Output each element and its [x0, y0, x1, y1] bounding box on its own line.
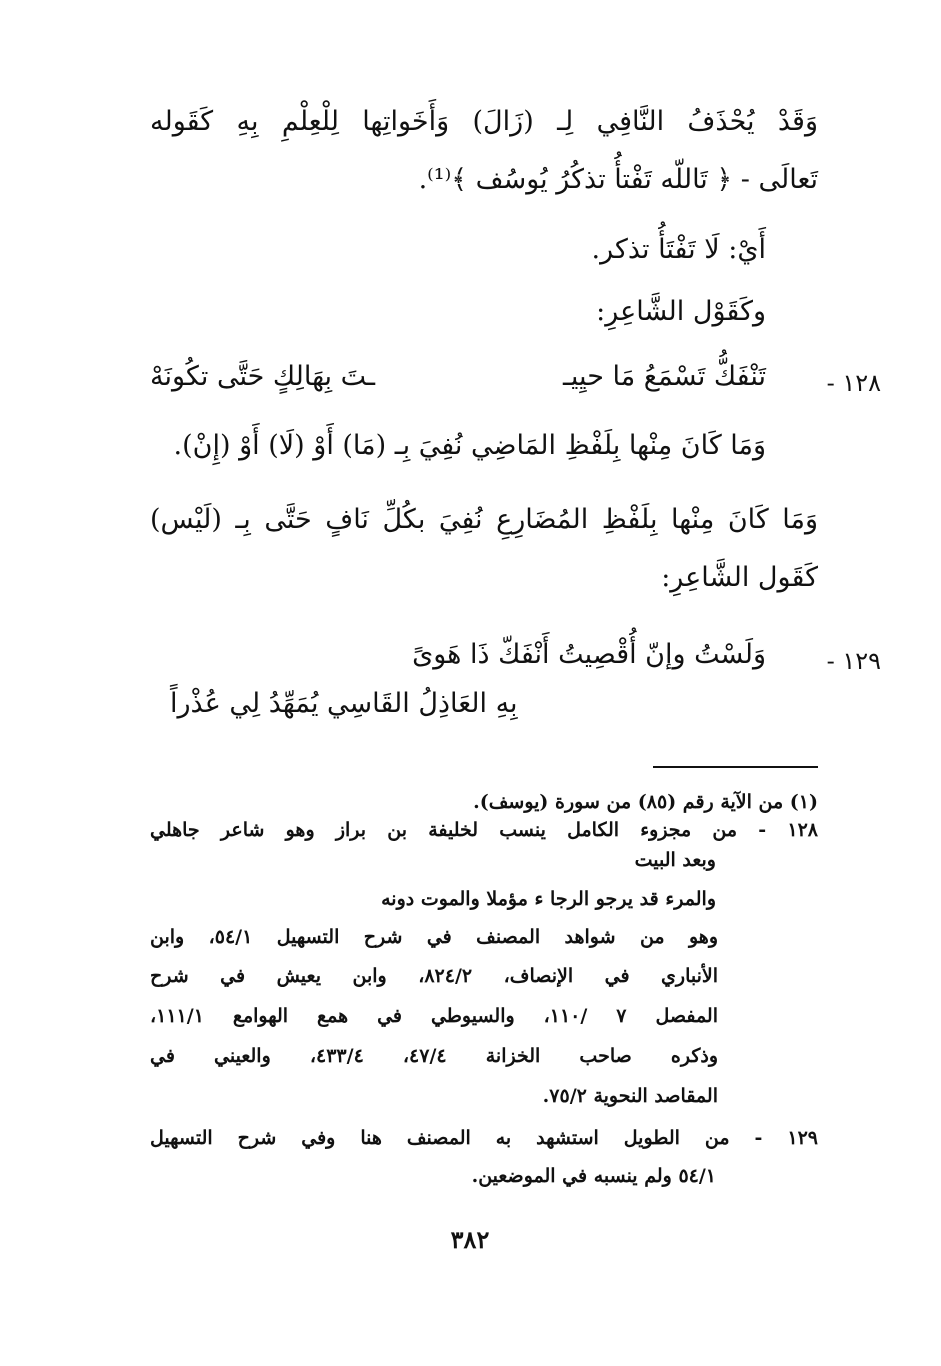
footnote-128-line3: وهو من شواهد المصنف في شرح التسهيل ٥٤/١، وابن — [150, 926, 718, 948]
verse-128-hemistich-left: ـتَ بِهَالِكٍ حَتَّى تكُونَهْ — [150, 361, 376, 392]
main-line-ay: أَيْ: لَا تَفْتَأُ تذكر. — [591, 234, 766, 265]
verse-128-hemistich-right: تَنْفَكُّ تَسْمَعُ مَا حيِيـ — [563, 361, 766, 392]
footnote-128-line4: الأنباري في الإنصاف، ٨٢٤/٢، وابن يعيش في شرح — [150, 965, 718, 987]
footnote-128-verse: والمرء قد يرجو الرجا ء مؤملا والموت دونه — [381, 888, 716, 910]
footnote-128-line7: المقاصد النحوية ٧٥/٢. — [542, 1085, 718, 1107]
verse-129-hemistich-right: وَلَسْتُ وإنّ أُقْصِيتُ أَنْفَكّ ذَا هَوىً — [412, 639, 766, 670]
main-para-mudari-line2: كَقَول الشَّاعِرِ: — [661, 562, 818, 593]
page-number: ٣٨٢ — [450, 1225, 490, 1254]
footnote-128-line5: المفصل ٧ /١١٠، والسيوطي في همع الهوامع ١١١/١، — [150, 1005, 718, 1027]
footnote-129-line1: ١٢٩ - من الطويل استشهد به المصنف هنا وفي شرح التسهيل — [150, 1127, 818, 1149]
main-para1-line2: تَعالَى - ﴿ تَاللّه تَفْتأُ تذكُرُ يُوسُف ﴾⁽¹⁾. — [418, 164, 818, 195]
main-para-mudari-line1: وَمَا كَانَ مِنْها بِلَفْظِ المُضَارِعِ نُفِيَ بكُلِّ نَافٍ حَتَّى بِـ (لَيْس) — [150, 504, 818, 535]
footnote-129-line2: ٥٤/١ ولم ينسبه في الموضعين. — [471, 1165, 716, 1187]
main-line-shaer: وكَقَوْل الشَّاعِرِ: — [596, 296, 766, 327]
footnote-1: (١) من الآية رقم (٨٥) من سورة (يوسف). — [473, 791, 818, 813]
footnote-separator — [653, 766, 818, 768]
footnote-128-line1: ١٢٨ - من مجزوء الكامل ينسب لخليفة بن براز وهو شاعر جاهلي — [150, 819, 818, 841]
footnote-128-line2: وبعد البيت — [634, 849, 716, 871]
verse-129-number: ١٢٩ - — [826, 647, 881, 675]
verse-129-hemistich-left: بِهِ العَاذِلُ القَاسِي يُمَهِّدُ لِي عُذْراً — [170, 688, 518, 719]
main-line-madi: وَمَا كَانَ مِنْها بِلَفْظِ المَاضِي نُفِيَ بِـ (مَا) أَوْ (لَا) أَوْ (إِنْ). — [173, 430, 766, 461]
footnote-128-line6: وذكره صاحب الخزانة ٤٧/٤، ٤٣٣/٤، والعيني في — [150, 1045, 718, 1067]
main-para1-line1: وَقَدْ يُحْذَفُ النَّافِي لِـ (زَالَ) وَأَخَواتِها لِلْعِلْمِ بِهِ كَقَوله — [150, 106, 818, 137]
verse-128-number: ١٢٨ - — [826, 369, 881, 397]
